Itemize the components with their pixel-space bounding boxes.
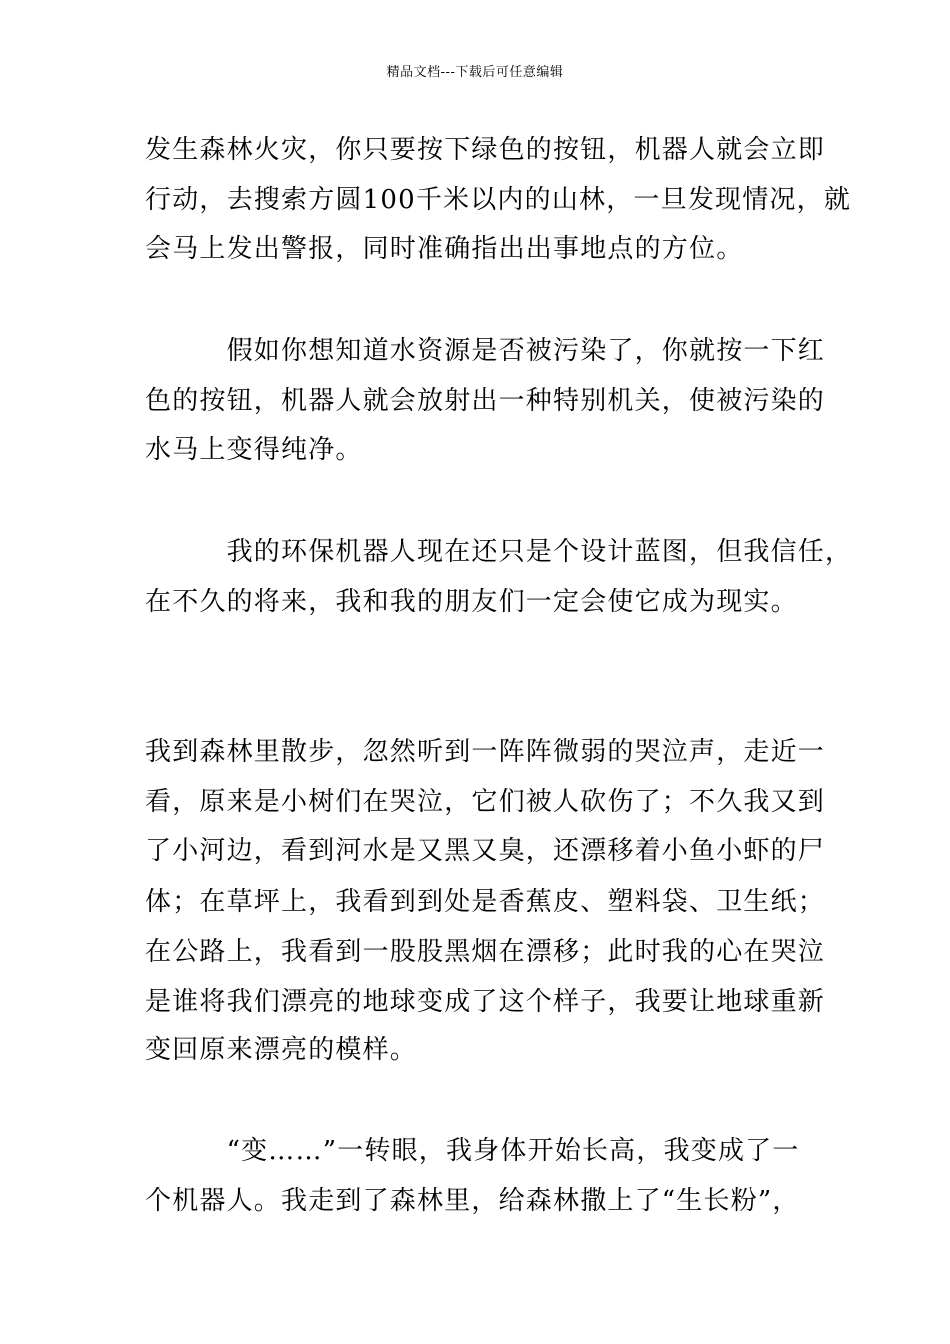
text-line: 发生森林火灾，你只要按下绿色的按钮，机器人就会立即 xyxy=(145,135,826,165)
text-line: 体；在草坪上，我看到到处是香蕉皮、塑料袋、卫生纸； xyxy=(145,887,826,917)
text-line: 色的按钮，机器人就会放射出一种特别机关，使被污染的 xyxy=(145,386,826,416)
text-line: 在公路上，我看到一股股黑烟在漂移；此时我的心在哭泣 xyxy=(145,937,826,967)
text-line: 水马上变得纯净。 xyxy=(145,435,363,465)
text-line: 行动，去搜索方圆100千米以内的山林，一旦发现情况，就 xyxy=(145,185,852,215)
text-line: 个机器人。我走到了森林里，给森林撒上了“生长粉”， xyxy=(145,1186,800,1216)
text-line: 我到森林里散步，忽然听到一阵阵微弱的哭泣声，走近一 xyxy=(145,737,826,767)
text-line: 在不久的将来，我和我的朋友们一定会使它成为现实。 xyxy=(145,587,798,617)
text-line: 假如你想知道水资源是否被污染了，你就按一下红 xyxy=(145,336,826,366)
text-line: 会马上发出警报，同时准确指出出事地点的方位。 xyxy=(145,234,744,264)
page-header: 精品文档---下载后可任意编辑 xyxy=(386,65,564,80)
text-line: 看，原来是小树们在哭泣，它们被人砍伤了；不久我又到 xyxy=(145,787,826,817)
text-line: 我的环保机器人现在还只是个设计蓝图，但我信任， xyxy=(145,537,853,567)
text-line: 是谁将我们漂亮的地球变成了这个样子，我要让地球重新 xyxy=(145,987,826,1017)
text-line: 变回原来漂亮的模样。 xyxy=(145,1035,418,1065)
text-line: “变……”一转眼，我身体开始长高，我变成了一 xyxy=(145,1136,800,1166)
text-line: 了小河边，看到河水是又黑又臭，还漂移着小鱼小虾的尸 xyxy=(145,836,826,866)
